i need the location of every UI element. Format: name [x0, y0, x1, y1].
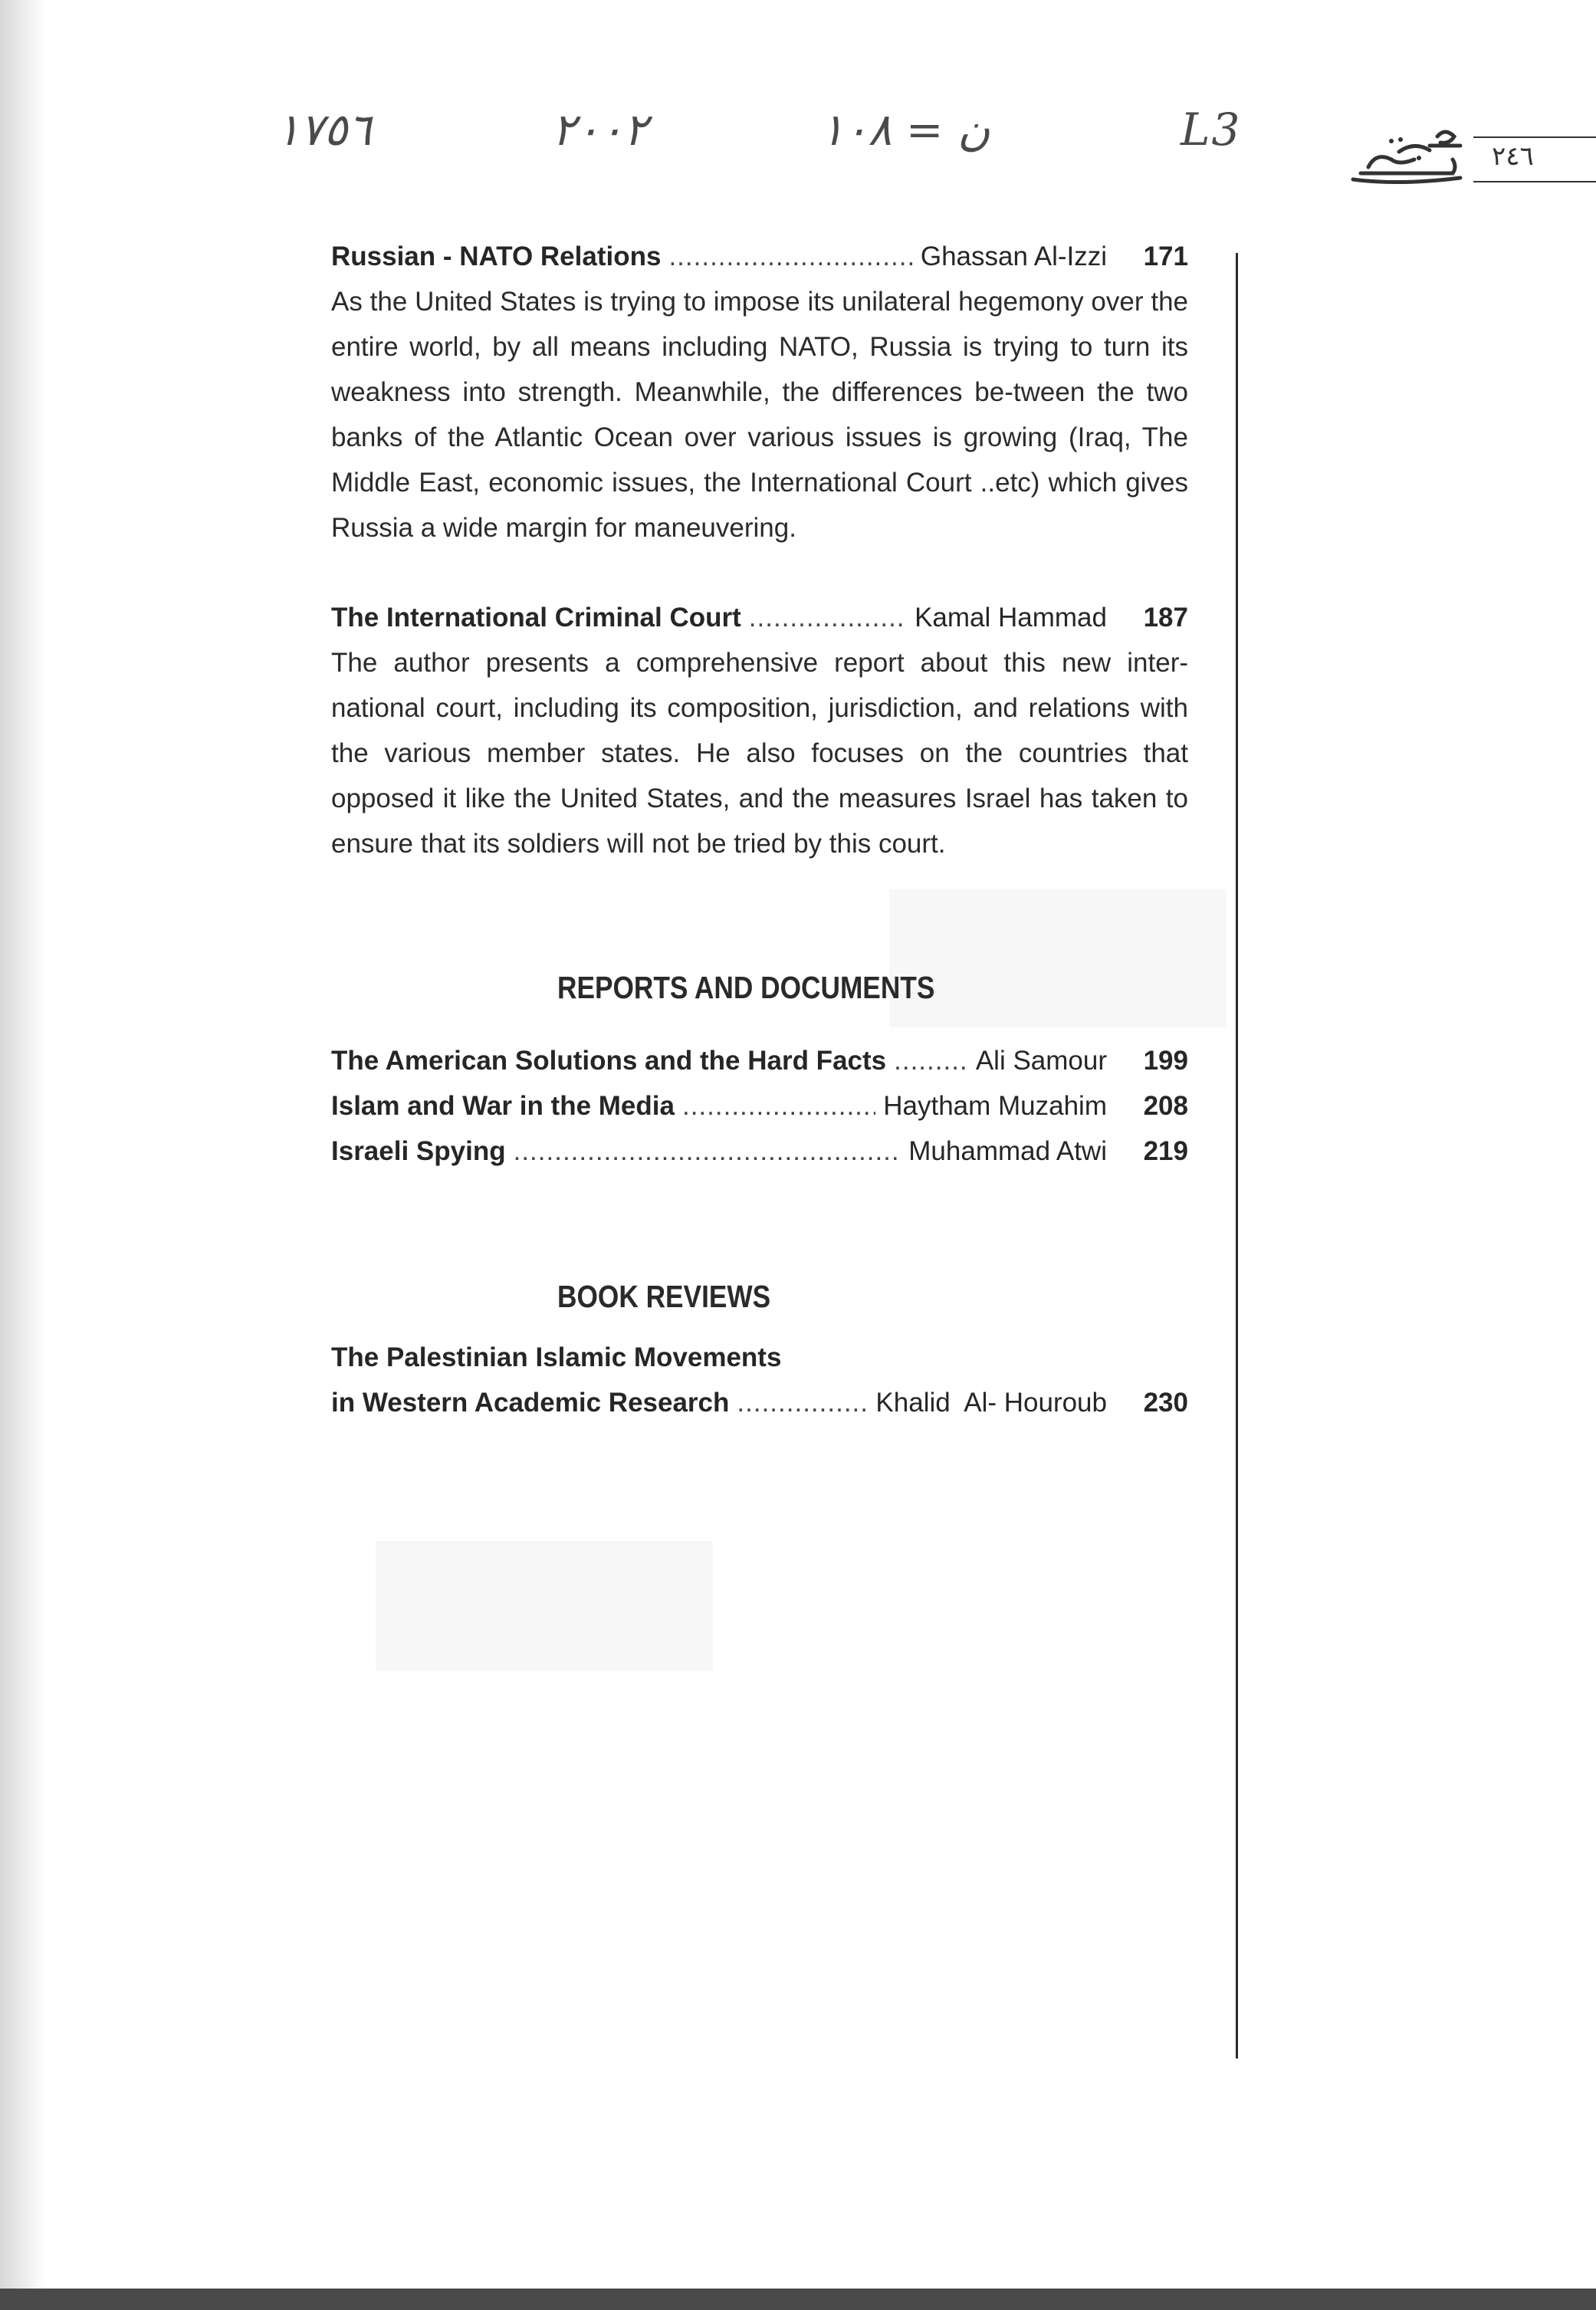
- report-author: Ali Samour: [975, 1046, 1107, 1076]
- report-page: 219: [1143, 1136, 1188, 1166]
- article-entry: [331, 595, 1188, 866]
- section-heading-reviews: BOOK REVIEWS: [557, 1279, 771, 1314]
- report-entry: [331, 1129, 1188, 1174]
- report-author: Haytham Muzahim: [883, 1091, 1107, 1121]
- dot-leader: [682, 1083, 875, 1129]
- column-rule: [1236, 253, 1238, 2059]
- article-author: Kamal Hammad: [915, 603, 1107, 633]
- page-number: ٢٤٦: [1492, 141, 1534, 172]
- report-title: Israeli Spying: [331, 1136, 506, 1166]
- article-page: 171: [1143, 242, 1188, 271]
- review-title-line1: The Palestinian Islamic Movements: [331, 1342, 782, 1372]
- report-title: The American Solutions and the Hard Facts: [331, 1046, 887, 1076]
- dot-leader: [514, 1129, 901, 1174]
- entry-line: [331, 1335, 1188, 1380]
- article-title: Russian - NATO Relations: [331, 242, 662, 271]
- handwritten-note: ١٧٥٦: [276, 104, 372, 156]
- review-title-line2: in Western Academic Research: [331, 1388, 730, 1418]
- review-entry: [331, 1335, 1188, 1425]
- section-heading-wrap: [331, 964, 1188, 1010]
- entry-line: [331, 595, 1188, 640]
- article-page: 187: [1143, 603, 1188, 633]
- article-abstract: As the United States is trying to impose its unilateral hegemony over the entire world, by all means including NATO, Russia is trying to turn its weakness into strength. Meanwhile, the differences be-tween the two banks of the Atlantic Ocean over various issues is growing (Iraq, The Middle East, economic issues, the International Court ..etc) which gives Russia a wide margin for maneuvering.: [331, 287, 1188, 543]
- report-entry: [331, 1083, 1188, 1129]
- dot-leader: [894, 1038, 968, 1083]
- dot-leader: [668, 234, 912, 279]
- report-author: Muhammad Atwi: [908, 1136, 1107, 1166]
- contents-column: [331, 234, 1188, 1425]
- handwritten-note: ن = ١٠٨: [820, 104, 990, 156]
- section-heading-reports: REPORTS AND DOCUMENTS: [557, 970, 935, 1005]
- article-abstract: The author presents a comprehensive report about this new inter-national court, including its composition, jurisdiction, and relations with the various member states. He also focuses on the countries that opposed it like the United States, and the measures Israel has taken to ensure that its soldiers will not be tried by this court.: [331, 648, 1188, 859]
- review-author: Khalid Al- Houroub: [875, 1388, 1107, 1418]
- page-number-box: [1473, 136, 1596, 182]
- handwritten-note: L3: [1181, 104, 1242, 156]
- report-page: 208: [1143, 1091, 1188, 1121]
- article-title: The International Criminal Court: [331, 603, 741, 633]
- section-heading-wrap: [331, 1273, 1188, 1319]
- entry-line: [331, 234, 1188, 279]
- show-through-block: [376, 1541, 713, 1671]
- review-page: 230: [1143, 1388, 1188, 1418]
- report-entry: [331, 1038, 1188, 1083]
- dot-leader: [749, 595, 907, 640]
- report-page: 199: [1143, 1046, 1188, 1076]
- scan-edge: [0, 2289, 1596, 2310]
- journal-logo: [1345, 123, 1468, 192]
- article-entry: [331, 234, 1188, 550]
- report-title: Islam and War in the Media: [331, 1091, 675, 1121]
- entry-line: [331, 1380, 1188, 1425]
- scan-shadow: [0, 0, 46, 2310]
- handwritten-note: ٢٠٠٢: [552, 104, 648, 156]
- article-author: Ghassan Al-Izzi: [920, 242, 1107, 271]
- dot-leader: [737, 1380, 868, 1425]
